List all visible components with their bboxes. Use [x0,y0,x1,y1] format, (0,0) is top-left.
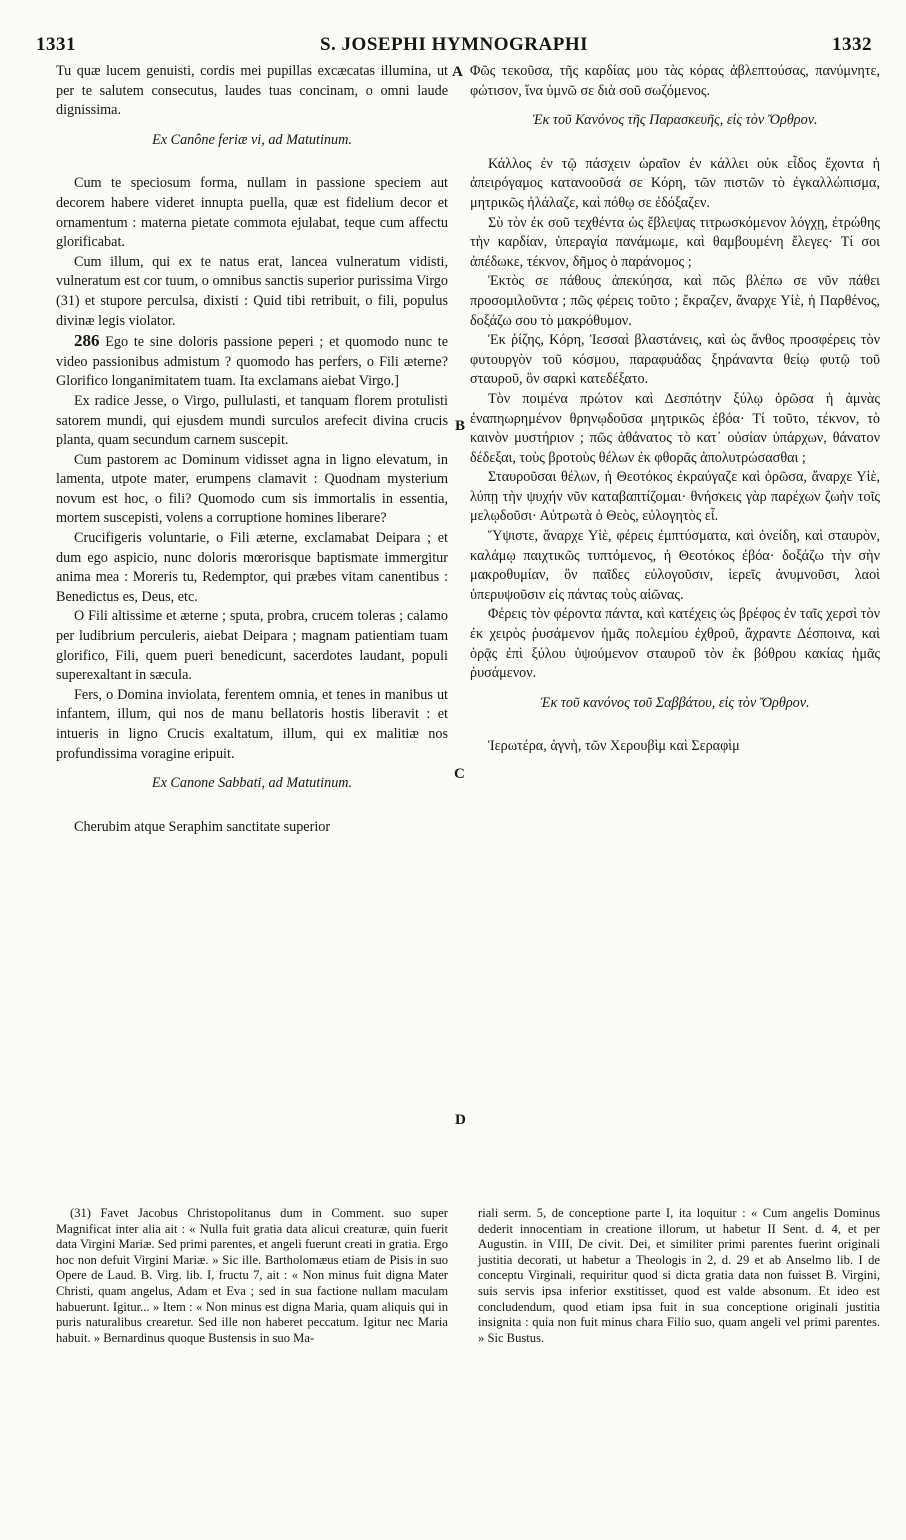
latin-paragraph-text: Ego te sine doloris passione peperi ; et quomodo nunc te video passionibus admistum ? quomodo has perfers, o Fili æterne? Glorifico longanimitatem tuam. Ita exclamans aiebat Virgo.] [56,334,448,390]
latin-paragraph: Tu quæ lucem genuisti, cordis mei pupillas excæcatas illumina, ut per te salutem consecutus, laudes tuas concinam, o omni laude dignissima. [56,63,448,119]
footnote-text: riali serm. 5, de conceptione parte I, ita loquitur : « Cum angelis Dominus dederit innocentiam in creatione illorum, ut habetur II Sent. d. 4, et per Augustin. in VIII, De civit. Dei, et similiter primi parentes fuerint originali justitia decorati, ut habetur a Theologis in 2, d. 29 et ab Anselmo lib. I de conceptu Virginali, requiritur quod si dicta gratia data non fuisset B. Virgini, suis servis ipsa inferior exstitisset, quod est valde absonum. Et ideo est concludendum, quod etiam ipsa fuit in sua conceptione originali justitia insignita : quia non fuit minus chara Filio suo, quam angeli vel primi parentes. » Sic Bustus. [478,1206,880,1345]
greek-paragraph: Κάλλος ἐν τῷ πάσχειν ὡραῖον ἐν κάλλει οὐκ εἶδος ἔχοντα ἡ ἀπειρόγαμος κατανοοῦσά σε Κόρη, τῶν πιστῶν τὸ ἐγκαλλώπισμα, μητρικῶς ἠλάλαζε, καὶ πόθῳ σε ἐδόξαζεν. [470,155,880,211]
latin-paragraph [56,331,448,392]
margin-letter-c: C [454,766,465,782]
margin-letter-d: D [455,1112,466,1128]
greek-paragraph: Φέρεις τὸν φέροντα πάντα, καὶ κατέχεις ὡς βρέφος ἐν ταῖς χερσὶ τὸν ἐκ χειρὸς ῥυσάμενον ἡμᾶς πολεμίου ἐχθροῦ, ἄχραντε Δέσποινα, καὶ ὁρᾷς ἐπὶ ξύλου ὑψούμενον σταυροῦ τὸν ἐκ βόθρου κακίας ἡμᾶς ῥυσάμενον. [470,606,880,682]
running-header [36,34,872,64]
latin-paragraph: O Fili altissime et æterne ; sputa, probra, crucem toleras ; calamo per ludibrium perculeris, aiebat Deipara ; magnam patientiam tuam glorifico, Fili, quem pueri benedicunt, sacerdotes laudant, populi superexaltant in sæcula. [56,608,448,684]
footnote-right [478,1206,880,1346]
greek-paragraph: Σὺ τὸν ἐκ σοῦ τεχθέντα ὡς ἔβλεψας τιτρωσκόμενον λόγχῃ, ἐτρώθης τὴν καρδίαν, ὑπεραγία πανάμωμε, καὶ θαμβουμένη ἔλεγες· Τί σοι ἀπέδωκε, τέκνον, δῆμος ὁ παράνομος ; [470,214,880,270]
latin-paragraph: Cum te speciosum forma, nullam in passione speciem aut decorem habere videret innupta puella, quæ est fidelium decor et ornamentum : materna pietate commota ejulabat, teque cum affectu glorificabat. [56,175,448,251]
latin-paragraph: Crucifigeris voluntarie, o Fili æterne, exclamabat Deipara ; et dum ego aspicio, nunc doloris mœrorisque baptismate immergitur anima mea : Moreris tu, Redemptor, qui præbes vitam canentibus : Benedictus es, Deus, etc. [56,530,448,605]
greek-paragraph: Σταυροῦσαι θέλων, ἡ Θεοτόκος ἐκραύγαζε καὶ ὁρῶσα, ἄναρχε Υἱὲ, λύπῃ τὴν ψυχήν νῦν καταβαπτίζομαι· θνήσκεις γὰρ παρέχων ζωὴν τοῖς μελῳδοῦσι· Αὐτρωτὰ ὁ Θεὸς, εὐλογητὸς εἶ. [470,469,880,525]
latin-paragraph: Fers, o Domina inviolata, ferentem omnia, et tenes in manibus ut infantem, illum, qui nos de manu bellatoris hostis liberavit : et intueris in ligno Crucis exaltatum, illum, qui ex malitiæ nos profundissima voragine eripuit. [56,686,448,762]
greek-paragraph: Ἐκτὸς σε πάθους ἀπεκύησα, καὶ πῶς βλέπω σε νῦν πάθει προσομιλοῦντα ; πῶς φέρεις τοῦτο ; ἔκραζεν, ἄναρχε Υἱὲ, ἡ Παρθένος, δοξάζω σου τὸ μακρόθυμον. [470,273,880,329]
latin-section-heading: Ex Canône feriæ vi, ad Matutinum. [152,131,352,148]
latin-paragraph: Ex radice Jesse, o Virgo, pullulasti, et tanquam florem protulisti satorem mundi, qui ejusdem mundi surculos arefecit divina crucis planta, quam secundum carnem suscepit. [56,392,448,449]
margin-letter-a: A [452,64,463,80]
footnote-text: (31) Favet Jacobus Christopolitanus dum in Comment. suo super Magnificat inter alia ait : « Nulla fuit gratia data alicui creaturæ, quin fuerit data Virgini Mariæ. Sed primi parentes, et angeli fuerunt creati in gratia. Ergo hoc non defuit Virgini Mariæ. » Sic ille. Bartholomæus etiam de Pisis in suo Opere de Laud. B. Virg. lib. I, fructu 7, ait : « Non minus fuit digna Mater Christi, quam angelus, Adam et Eva ; sed in sua factione nullam maculam habuerunt. Igitur... » Item : « Non minus est digna Maria, quam aliquis qui in puris naturalibus crearetur. Sed ille non haberet peccatum. Igitur nec Maria habuit. » Bernardinus quoque Bustensis in suo Ma- [56,1206,448,1345]
latin-paragraph: Cum illum, qui ex te natus erat, lancea vulneratum vidisti, vulneratum est cor tuum, o omnibus sanctis superior purissima Virgo (31) et stupore perculsa, dixisti : Quid tibi retribuit, o fili, populus divinæ legis violator. [56,253,448,329]
greek-column [470,62,880,757]
page-number-right: 1332 [832,34,872,55]
latin-column [56,62,448,837]
greek-section-heading: Ἐκ τοῦ κανόνος τοῦ Σαββάτου, εἰς τὸν Ὄρθρον. [540,694,810,711]
running-title: S. JOSEPHI HYMNOGRAPHI [319,34,589,55]
latin-section-heading: Ex Canone Sabbati, ad Matutinum. [151,775,353,792]
greek-paragraph: Φῶς τεκοῦσα, τῆς καρδίας μου τὰς κόρας ἀβλεπτούσας, πανύμνητε, φώτισον, ἵνα ὑμνῶ σε διὰ σοῦ σωζόμενος. [470,63,880,99]
greek-paragraph: Ὕψιστε, ἄναρχε Υἱὲ, φέρεις ἐμπτύσματα, καὶ ὀνείδη, καὶ σταυρὸν, καλάμῳ παιχτικῶς τυπτόμενος, ἡ Θεοτόκος ἐβόα· δοξάζω τὴν σὴν μακροθυμίαν, ὃν παῖδες εὐλογοῦσιν, ἱερεῖς ἀνυμνοῦσι, λαοὶ ὑπερυψοῦσιν εἰς πάντας τοὺς αἰῶνας. [470,528,880,603]
page-number-left: 1331 [36,34,76,55]
latin-paragraph: Cherubim atque Seraphim sanctitate superior [74,818,331,835]
footnote-left [56,1206,448,1346]
greek-section-heading: Ἐκ τοῦ Κανόνος τῆς Παρασκευῆς, εἰς τὸν Ὄρθρον. [532,112,818,129]
column-number-marker: 286 [74,331,100,351]
greek-paragraph: Ἐκ ῥίζης, Κόρη, Ἰεσσαὶ βλαστάνεις, καὶ ὡς ἄνθος προσφέρεις τὸν φυτουργὸν τοῦ κόσμου, παραφυάδας ξηράναντα θείῳ φυτῷ τοῦ σταυροῦ, ὃν σαρκὶ κατεδέξατο. [470,332,880,388]
margin-letter-b: B [455,418,466,434]
greek-paragraph: Ἱερωτέρα, ἁγνὴ, τῶν Χερουβὶμ καὶ Σεραφὶμ [488,738,740,755]
greek-paragraph: Τὸν ποιμένα πρώτον καὶ Δεσπότην ξύλῳ ὁρῶσα ἡ ἀμνὰς ἐναπηωρημένον θρηνῳδοῦσα μητρικῶς ἐβόα· Τί τοῦτο, τέκνον, τὸ καινὸν μυστήριον ; πῶς ἀθάνατος τὸ κατ᾽ οὐσίαν ὑπάρχων, θάνατον δέδεξαι, τοὺς βροτοὺς θέλων ἐκ φθορᾶς ἀπολυτρώσασθαι ; [470,390,880,466]
latin-paragraph: Cum pastorem ac Dominum vidisset agna in ligno elevatum, in lamenta, utpote mater, erumpens clamavit : Quodnam mysterium novum est hoc, o fili? Quomodo cum sis immortalis in essentia, mortem suscepisti, volens a corruptione homines liberare? [56,451,448,527]
